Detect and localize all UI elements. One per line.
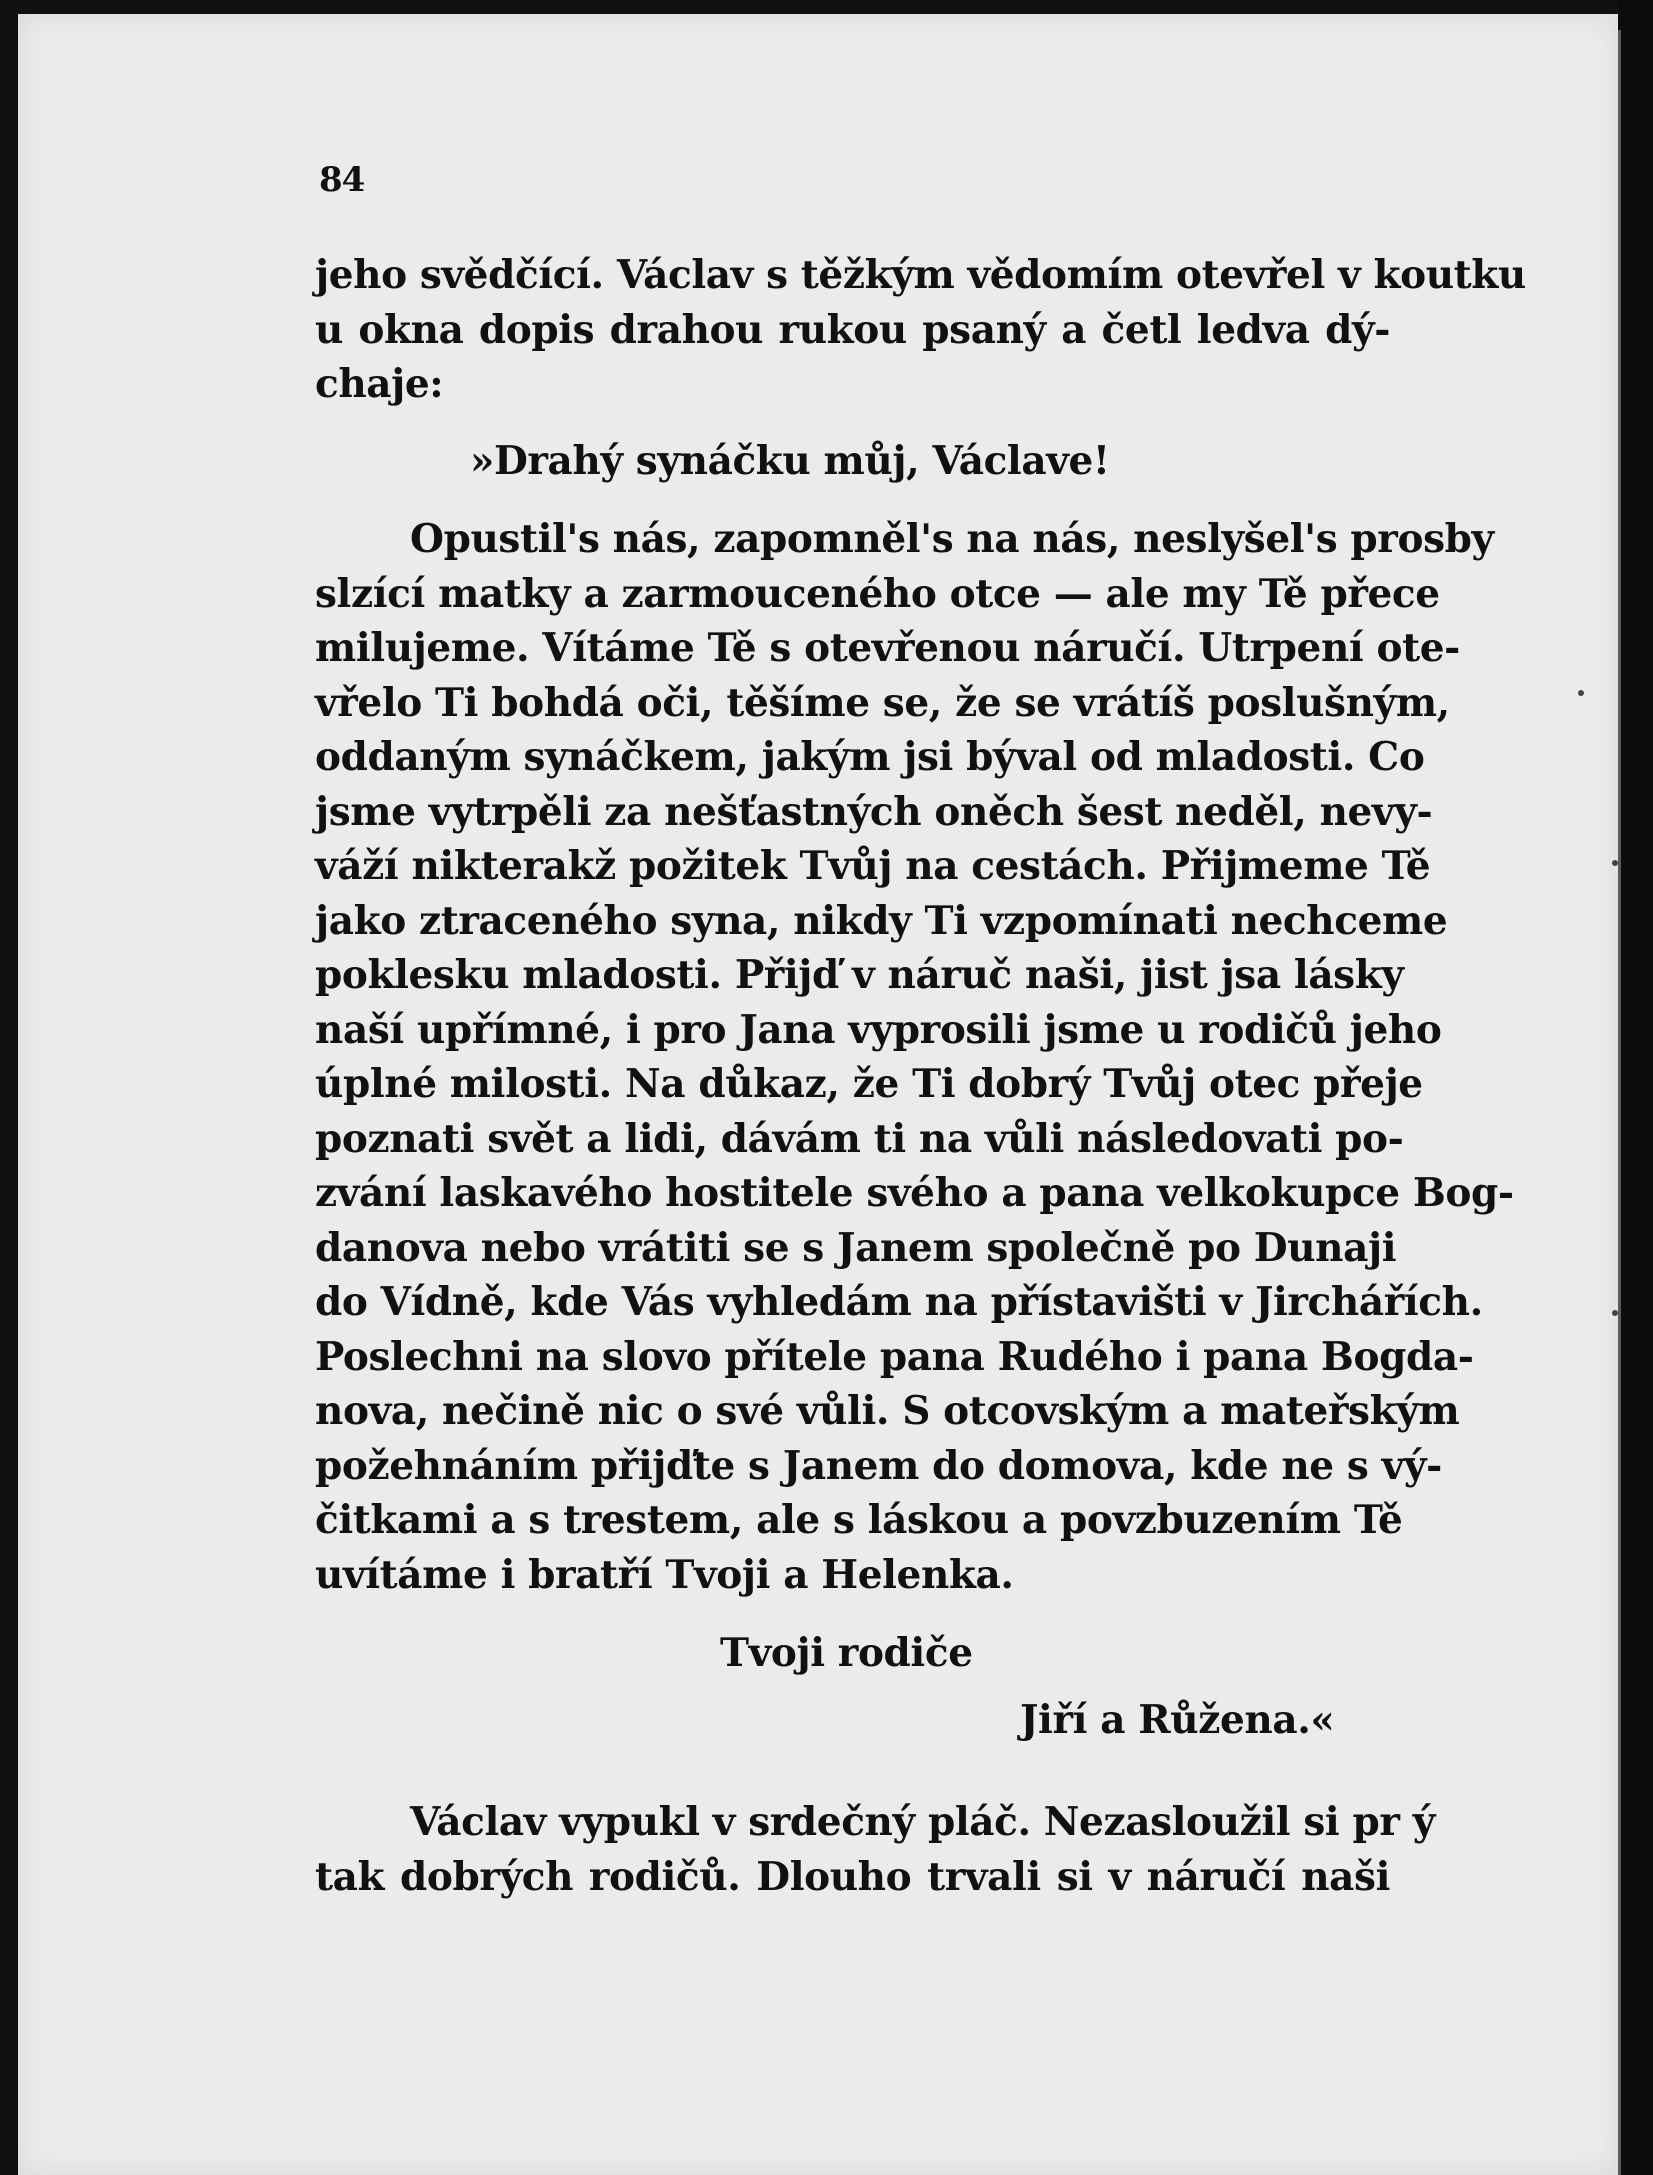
closing-paragraph xyxy=(315,1795,1435,1904)
letter-greeting: »Drahý synáčku můj, Václave! xyxy=(470,437,1110,484)
text-line: slzící matky a zarmouceného otce — ale my Tě přece xyxy=(315,570,1440,617)
opening-paragraph xyxy=(315,248,1526,412)
page-number: 84 xyxy=(319,160,365,200)
text-line: jako ztraceného syna, nikdy Ti vzpomínati nechceme xyxy=(315,897,1448,944)
text-line: Václav vypukl v srdečný pláč. Nezasloužil si pr ý xyxy=(410,1799,1435,1845)
text-line: naší upřímné, i pro Jana vyprosili jsme u rodičů jeho xyxy=(315,1006,1442,1053)
text-line: Poslechni na slovo přítele pana Rudého i pana Bogda- xyxy=(315,1333,1474,1380)
binding-edge-line xyxy=(1618,30,1621,2175)
page-text xyxy=(315,140,1526,1904)
text-line: u okna dopis drahou rukou psaný a četl ledva dý- xyxy=(315,306,1390,353)
text-line: Opustil's nás, zapomněl's na nás, neslyšel's prosby xyxy=(410,516,1494,562)
text-line: zvání laskavého hostitele svého a pana velkokupce Bog- xyxy=(315,1170,1514,1216)
scan-speck xyxy=(1612,860,1618,866)
text-line: vřelo Ti bohdá oči, těšíme se, že se vrátíš poslušným, xyxy=(315,679,1450,726)
text-line: úplné milosti. Na důkaz, že Ti dobrý Tvůj otec přeje xyxy=(315,1061,1423,1107)
text-line: požehnáním přijďte s Janem do domova, kde ne s vý- xyxy=(315,1442,1442,1489)
text-line: nova, nečině nic o své vůli. S otcovským a mateřským xyxy=(315,1388,1460,1434)
text-line: čitkami a s trestem, ale s láskou a povzbuzením Tě xyxy=(315,1497,1403,1543)
scan-speck xyxy=(1612,1310,1618,1316)
text-line: oddaným synáčkem, jakým jsi býval od mladosti. Co xyxy=(315,734,1425,780)
text-line: chaje: xyxy=(315,361,444,407)
text-line: poznati svět a lidi, dávám ti na vůli následovati po- xyxy=(315,1115,1404,1162)
text-line: uvítáme i bratří Tvoji a Helenka. xyxy=(315,1551,1014,1598)
text-line: tak dobrých rodičů. Dlouho trvali si v náručí naši xyxy=(315,1853,1390,1900)
text-line: do Vídně, kde Vás vyhledám na přístavišti v Jirchářích. xyxy=(315,1279,1483,1325)
text-line: jeho svědčící. Václav s těžkým vědomím otevřel v koutku xyxy=(315,252,1526,298)
text-line: jsme vytrpěli za nešťastných oněch šest neděl, nevy- xyxy=(315,788,1433,835)
text-line: poklesku mladosti. Přijď v náruč naši, jist jsa lásky xyxy=(315,952,1404,998)
scan-edge-shadow xyxy=(1618,0,1653,2175)
scan-speck xyxy=(1578,690,1584,696)
text-line: váží nikterakž požitek Tvůj na cestách. Přijmeme Tě xyxy=(315,843,1431,889)
text-line: milujeme. Vítáme Tě s otevřenou náručí. Utrpení ote- xyxy=(315,625,1460,671)
letter-signature-names: Jiří a Růžena.« xyxy=(1020,1696,1335,1743)
letter-signature-closing: Tvoji rodiče xyxy=(720,1630,973,1676)
text-line: danova nebo vrátiti se s Janem společně po Dunaji xyxy=(315,1224,1397,1271)
letter-body xyxy=(315,512,1514,1602)
